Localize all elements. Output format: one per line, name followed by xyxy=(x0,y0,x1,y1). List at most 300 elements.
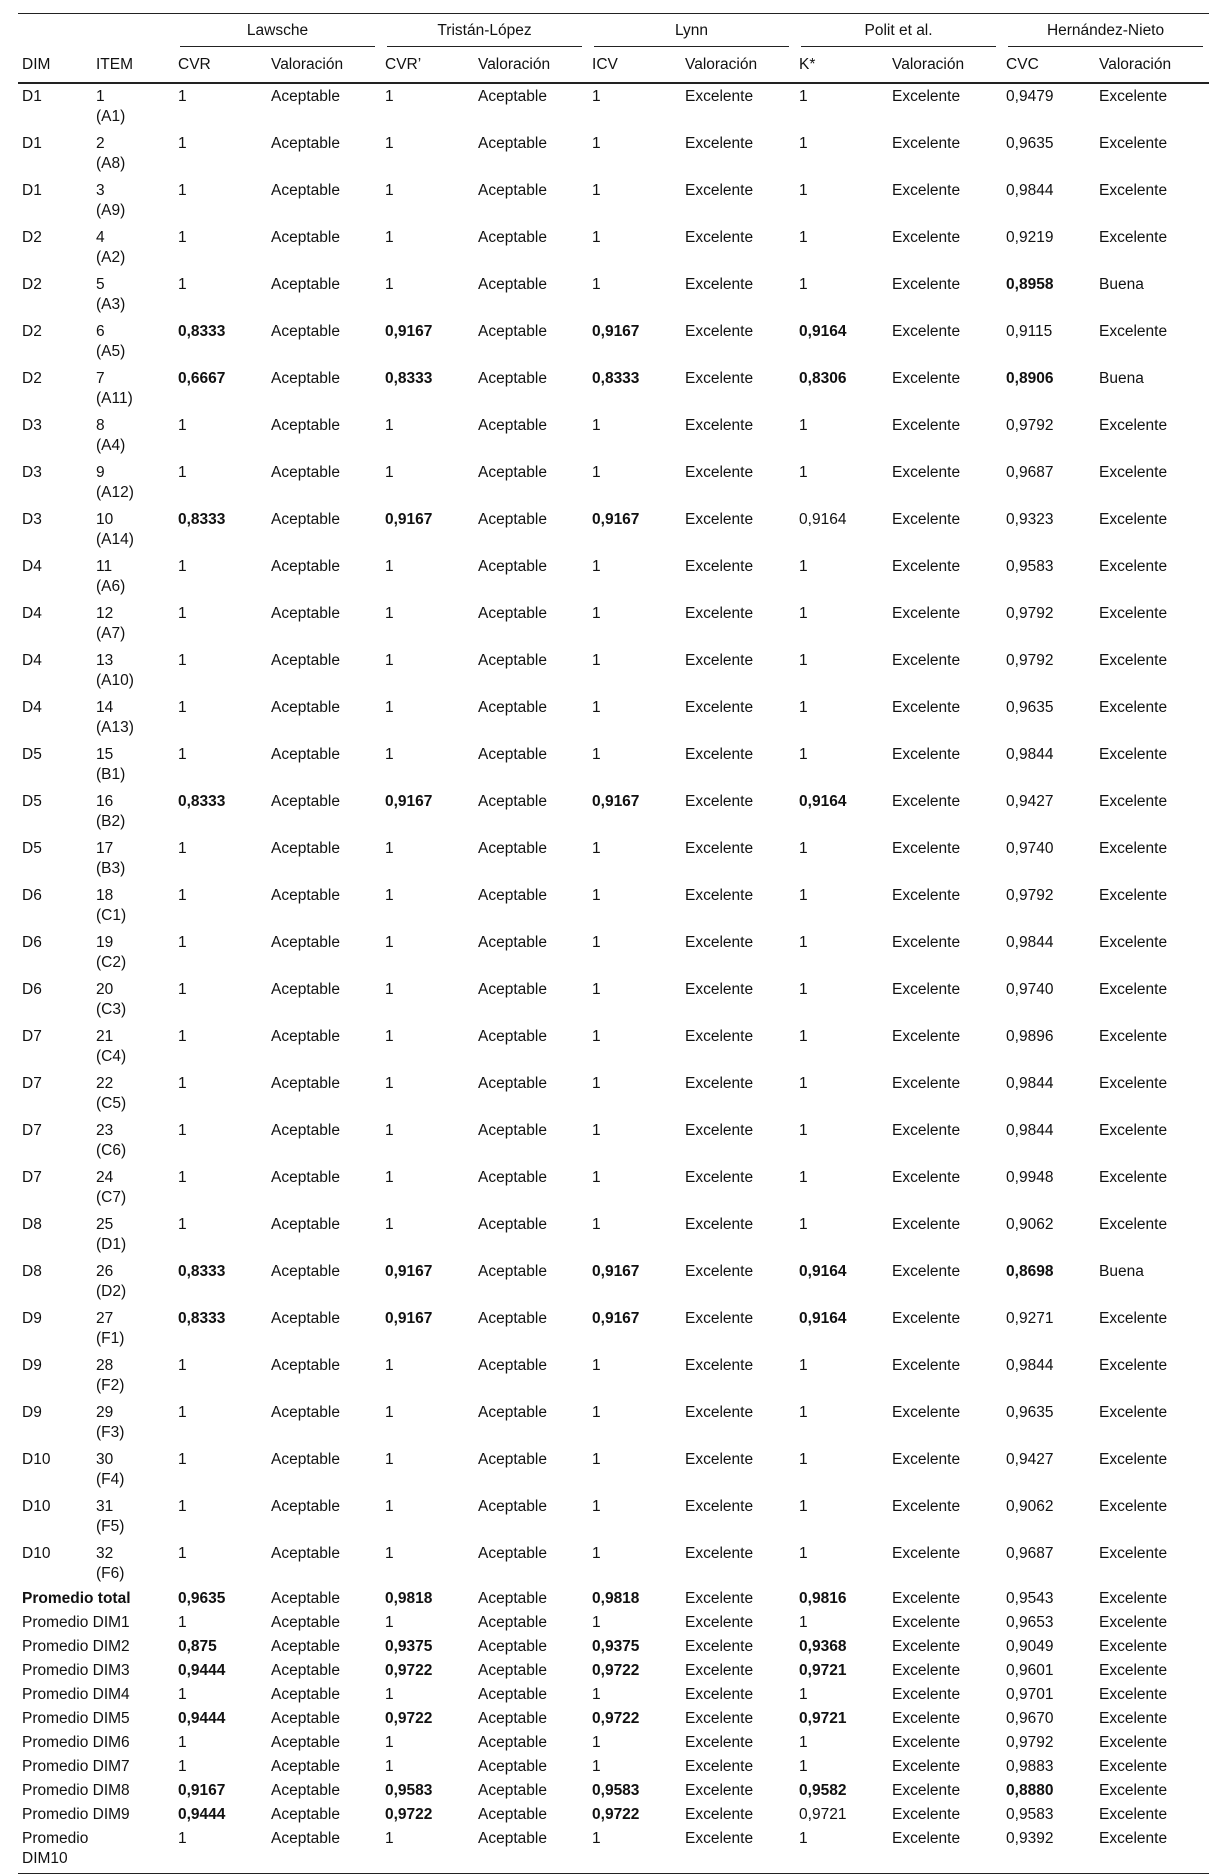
icv-rating-cell: Excelente xyxy=(685,1686,754,1703)
cvc-value-cell: 0,9219 xyxy=(1006,229,1054,246)
table-row xyxy=(18,225,1209,272)
cvrp-rating-cell: Aceptable xyxy=(478,1758,547,1775)
item-code: (A5) xyxy=(96,343,126,360)
cvc-value-cell: 0,9792 xyxy=(1006,1734,1054,1751)
item-number: 27 xyxy=(96,1310,114,1327)
table-row xyxy=(18,601,1209,648)
icv-value-cell: 0,9167 xyxy=(592,1263,640,1280)
cvrp-rating-cell: Aceptable xyxy=(478,88,547,105)
dim-cell: D5 xyxy=(22,746,42,763)
k-rating-cell: Excelente xyxy=(892,1404,961,1421)
icv-rating-cell: Excelente xyxy=(685,1590,754,1607)
item-number: 31 xyxy=(96,1498,114,1515)
k-rating-cell: Excelente xyxy=(892,1734,961,1751)
item-number: 9 xyxy=(96,464,105,481)
dim-cell: D1 xyxy=(22,88,42,105)
cvrp-rating-cell: Aceptable xyxy=(478,981,547,998)
icv-value-cell: 0,9583 xyxy=(592,1782,640,1799)
table-row xyxy=(18,1447,1209,1494)
icv-value-cell: 1 xyxy=(592,746,601,763)
item-cell xyxy=(92,1494,174,1541)
table-row xyxy=(18,977,1209,1024)
item-code: (A4) xyxy=(96,437,126,454)
cvr-value-cell: 0,8333 xyxy=(178,793,226,810)
average-label-cell: Promedio DIM5 xyxy=(22,1710,130,1727)
k-rating-cell: Excelente xyxy=(888,1828,1002,1874)
cvrp-value-cell: 0,9167 xyxy=(385,1310,433,1327)
cvr-rating-cell: Aceptable xyxy=(271,323,340,340)
cvr-value-cell: 0,875 xyxy=(178,1638,217,1655)
average-row xyxy=(18,1708,1209,1732)
cvr-rating-cell: Aceptable xyxy=(271,1310,340,1327)
item-code: (C3) xyxy=(96,1001,127,1018)
average-label-cell: Promedio DIM1 xyxy=(22,1614,130,1631)
k-value-cell: 1 xyxy=(799,88,808,105)
k-rating-cell: Excelente xyxy=(892,229,961,246)
icv-rating-cell: Excelente xyxy=(685,1498,754,1515)
cvr-value-cell: 0,8333 xyxy=(178,511,226,528)
cvr-value-cell: 1 xyxy=(178,135,187,152)
cvrp-rating-cell: Aceptable xyxy=(478,1638,547,1655)
k-value-cell: 1 xyxy=(799,1545,808,1562)
k-value-cell: 0,9164 xyxy=(799,323,847,340)
icv-rating-cell: Excelente xyxy=(685,1662,754,1679)
cvc-value-cell: 0,8958 xyxy=(1006,276,1054,293)
cvr-rating-cell: Aceptable xyxy=(271,182,340,199)
col-header-cvr-prime: CVR’ xyxy=(381,46,474,83)
icv-rating-cell: Excelente xyxy=(685,1614,754,1631)
cvr-value-cell: 1 xyxy=(178,887,187,904)
column-header-row xyxy=(18,46,1209,83)
cvr-rating-cell: Aceptable xyxy=(271,1734,340,1751)
cvr-rating-cell: Aceptable xyxy=(271,1075,340,1092)
cvr-value-cell: 1 xyxy=(178,981,187,998)
item-number: 4 xyxy=(96,229,105,246)
table-row xyxy=(18,1165,1209,1212)
item-number: 11 xyxy=(96,558,113,575)
cvr-rating-cell: Aceptable xyxy=(271,1710,340,1727)
cvr-value-cell: 0,9167 xyxy=(178,1782,226,1799)
cvr-rating-cell: Aceptable xyxy=(271,1686,340,1703)
dim-cell: D8 xyxy=(22,1263,42,1280)
cvc-rating-cell: Excelente xyxy=(1099,1075,1168,1092)
k-value-cell: 1 xyxy=(799,1758,808,1775)
cvr-rating-cell: Aceptable xyxy=(271,1590,340,1607)
cvrp-value-cell: 0,9818 xyxy=(385,1590,433,1607)
k-value-cell: 0,9368 xyxy=(799,1638,847,1655)
k-rating-cell: Excelente xyxy=(892,840,961,857)
cvr-rating-cell: Aceptable xyxy=(271,746,340,763)
cvr-value-cell: 0,6667 xyxy=(178,370,226,387)
item-cell xyxy=(92,648,174,695)
cvrp-rating-cell: Aceptable xyxy=(478,1545,547,1562)
icv-rating-cell: Excelente xyxy=(685,88,754,105)
item-cell xyxy=(92,460,174,507)
group-tristan-lopez xyxy=(381,14,588,47)
cvc-value-cell: 0,9844 xyxy=(1006,1357,1054,1374)
k-value-cell: 0,9582 xyxy=(799,1782,847,1799)
k-rating-cell: Excelente xyxy=(892,182,961,199)
average-row xyxy=(18,1684,1209,1708)
cvc-value-cell: 0,9271 xyxy=(1006,1310,1054,1327)
item-cell xyxy=(92,1165,174,1212)
icv-value-cell: 1 xyxy=(592,1758,601,1775)
k-value-cell: 1 xyxy=(799,1028,808,1045)
icv-value-cell: 1 xyxy=(592,1122,601,1139)
cvrp-rating-cell: Aceptable xyxy=(478,1263,547,1280)
item-cell xyxy=(92,178,174,225)
k-rating-cell: Excelente xyxy=(892,1075,961,1092)
icv-value-cell: 0,9818 xyxy=(592,1590,640,1607)
item-cell xyxy=(92,272,174,319)
item-number: 29 xyxy=(96,1404,114,1421)
cvr-value-cell: 0,8333 xyxy=(178,1263,226,1280)
group-polit-label: Polit et al. xyxy=(801,22,996,47)
cvrp-value-cell: 1 xyxy=(381,1828,474,1874)
cvr-rating-cell: Aceptable xyxy=(271,981,340,998)
icv-rating-cell: Excelente xyxy=(685,417,754,434)
cvrp-value-cell: 1 xyxy=(385,1451,394,1468)
item-cell xyxy=(92,366,174,413)
icv-value-cell: 0,9375 xyxy=(592,1638,640,1655)
icv-rating-cell: Excelente xyxy=(685,1310,754,1327)
k-value-cell: 1 xyxy=(799,699,808,716)
cvc-rating-cell: Excelente xyxy=(1099,1357,1168,1374)
cvr-rating-cell: Aceptable xyxy=(271,1357,340,1374)
icv-value-cell: 1 xyxy=(592,840,601,857)
cvc-rating-cell: Excelente xyxy=(1099,699,1168,716)
col-header-k-valoracion: Valoración xyxy=(888,46,1002,83)
table-row xyxy=(18,178,1209,225)
cvrp-value-cell: 1 xyxy=(385,1614,394,1631)
table-row xyxy=(18,1353,1209,1400)
cvr-value-cell: 1 xyxy=(178,1028,187,1045)
cvrp-value-cell: 1 xyxy=(385,1169,394,1186)
item-cell xyxy=(92,1024,174,1071)
icv-value-cell: 0,8333 xyxy=(592,370,640,387)
dim-cell: D2 xyxy=(22,370,42,387)
cvr-value-cell: 1 xyxy=(178,1614,187,1631)
cvrp-value-cell: 0,9167 xyxy=(385,323,433,340)
k-rating-cell: Excelente xyxy=(892,1662,961,1679)
k-value-cell: 0,9164 xyxy=(799,1263,847,1280)
cvr-rating-cell: Aceptable xyxy=(271,840,340,857)
cvc-rating-cell: Excelente xyxy=(1099,1662,1168,1679)
icv-rating-cell: Excelente xyxy=(685,511,754,528)
cvc-rating-cell: Excelente xyxy=(1099,464,1168,481)
group-lawsche-label: Lawsche xyxy=(180,22,375,47)
icv-rating-cell: Excelente xyxy=(685,793,754,810)
icv-rating-cell: Excelente xyxy=(685,229,754,246)
item-code: (C6) xyxy=(96,1142,127,1159)
item-code: (A3) xyxy=(96,296,126,313)
dim-cell: D4 xyxy=(22,558,42,575)
k-value-cell: 1 xyxy=(799,887,808,904)
dim-cell: D3 xyxy=(22,511,42,528)
cvrp-rating-cell: Aceptable xyxy=(478,1782,547,1799)
item-cell xyxy=(92,1447,174,1494)
dim-cell: D3 xyxy=(22,417,42,434)
item-code: (A6) xyxy=(96,578,126,595)
header-spacer xyxy=(18,14,174,47)
item-cell xyxy=(92,1541,174,1588)
item-code: (C7) xyxy=(96,1189,127,1206)
cvc-value-cell: 0,9844 xyxy=(1006,1122,1054,1139)
icv-value-cell: 1 xyxy=(592,1734,601,1751)
icv-rating-cell: Excelente xyxy=(685,840,754,857)
cvrp-value-cell: 1 xyxy=(385,1028,394,1045)
item-code: (A1) xyxy=(96,108,126,125)
cvrp-rating-cell: Aceptable xyxy=(478,1590,547,1607)
cvc-rating-cell: Excelente xyxy=(1099,135,1168,152)
cvrp-value-cell: 0,9167 xyxy=(385,1263,433,1280)
icv-value-cell: 1 xyxy=(592,464,601,481)
cvr-rating-cell: Aceptable xyxy=(271,793,340,810)
cvc-rating-cell: Excelente xyxy=(1099,1545,1168,1562)
item-code: (B1) xyxy=(96,766,126,783)
dim-cell: D10 xyxy=(22,1451,51,1468)
item-number: 16 xyxy=(96,793,114,810)
cvc-value-cell: 0,9883 xyxy=(1006,1758,1054,1775)
table-row xyxy=(18,1494,1209,1541)
item-number: 12 xyxy=(96,605,114,622)
dim-cell: D2 xyxy=(22,229,42,246)
cvrp-rating-cell: Aceptable xyxy=(478,464,547,481)
k-rating-cell: Excelente xyxy=(892,1498,961,1515)
k-rating-cell: Excelente xyxy=(892,276,961,293)
item-code: (A11) xyxy=(96,390,133,407)
cvc-value-cell: 0,9427 xyxy=(1006,793,1054,810)
cvrp-rating-cell: Aceptable xyxy=(478,511,547,528)
k-value-cell: 1 xyxy=(799,1075,808,1092)
cvc-rating-cell: Excelente xyxy=(1099,887,1168,904)
cvc-value-cell: 0,9740 xyxy=(1006,981,1054,998)
k-value-cell: 1 xyxy=(795,1828,888,1874)
dim-cell: D7 xyxy=(22,1028,42,1045)
cvc-value-cell: 0,9543 xyxy=(1006,1590,1054,1607)
k-rating-cell: Excelente xyxy=(892,323,961,340)
table-row xyxy=(18,131,1209,178)
item-cell xyxy=(92,742,174,789)
validity-table-container xyxy=(18,13,1213,1874)
icv-rating-cell: Excelente xyxy=(685,1028,754,1045)
col-header-cvc-valoracion: Valoración xyxy=(1095,46,1209,83)
dim-cell: D4 xyxy=(22,652,42,669)
cvr-rating-cell: Aceptable xyxy=(271,417,340,434)
cvc-rating-cell: Excelente xyxy=(1099,1216,1168,1233)
k-rating-cell: Excelente xyxy=(892,370,961,387)
cvrp-value-cell: 1 xyxy=(385,652,394,669)
item-number: 22 xyxy=(96,1075,114,1092)
cvr-rating-cell: Aceptable xyxy=(271,1263,340,1280)
group-polit xyxy=(795,14,1002,47)
icv-rating-cell: Excelente xyxy=(685,1169,754,1186)
cvc-value-cell: 0,9687 xyxy=(1006,1545,1054,1562)
cvc-value-cell: 0,9792 xyxy=(1006,887,1054,904)
cvr-rating-cell: Aceptable xyxy=(271,699,340,716)
cvc-rating-cell: Excelente xyxy=(1099,652,1168,669)
k-rating-cell: Excelente xyxy=(892,981,961,998)
cvr-rating-cell: Aceptable xyxy=(271,1758,340,1775)
cvr-rating-cell: Aceptable xyxy=(271,511,340,528)
cvr-value-cell: 0,8333 xyxy=(178,323,226,340)
dim-cell: D2 xyxy=(22,323,42,340)
cvc-value-cell: 0,9583 xyxy=(1006,1806,1054,1823)
table-row xyxy=(18,1118,1209,1165)
item-number: 3 xyxy=(96,182,105,199)
item-number: 10 xyxy=(96,511,114,528)
cvc-value-cell: 0,9062 xyxy=(1006,1498,1054,1515)
cvr-rating-cell: Aceptable xyxy=(271,1028,340,1045)
cvrp-value-cell: 1 xyxy=(385,1122,394,1139)
icv-value-cell: 1 xyxy=(592,652,601,669)
cvrp-value-cell: 0,8333 xyxy=(385,370,433,387)
cvc-rating-cell: Excelente xyxy=(1099,511,1168,528)
group-lynn xyxy=(588,14,795,47)
dim-cell: D6 xyxy=(22,934,42,951)
average-row xyxy=(18,1612,1209,1636)
table-row xyxy=(18,1071,1209,1118)
cvrp-value-cell: 1 xyxy=(385,1734,394,1751)
table-row xyxy=(18,554,1209,601)
table-row xyxy=(18,272,1209,319)
dim-cell: D2 xyxy=(22,276,42,293)
k-rating-cell: Excelente xyxy=(892,1545,961,1562)
k-rating-cell: Excelente xyxy=(892,746,961,763)
item-cell xyxy=(92,1118,174,1165)
cvrp-value-cell: 1 xyxy=(385,887,394,904)
icv-rating-cell: Excelente xyxy=(685,1357,754,1374)
k-rating-cell: Excelente xyxy=(892,605,961,622)
group-tristan-lopez-label: Tristán-López xyxy=(387,22,582,47)
k-rating-cell: Excelente xyxy=(892,1122,961,1139)
icv-rating-cell: Excelente xyxy=(685,370,754,387)
icv-value-cell: 1 xyxy=(592,1614,601,1631)
icv-rating-cell: Excelente xyxy=(685,1122,754,1139)
average-label-cell: Promedio DIM4 xyxy=(22,1686,130,1703)
k-rating-cell: Excelente xyxy=(892,887,961,904)
icv-rating-cell: Excelente xyxy=(685,1638,754,1655)
cvrp-rating-cell: Aceptable xyxy=(478,135,547,152)
cvc-value-cell: 0,9635 xyxy=(1006,1404,1054,1421)
item-number: 15 xyxy=(96,746,114,763)
item-number: 24 xyxy=(96,1169,114,1186)
cvr-rating-cell: Aceptable xyxy=(271,1782,340,1799)
k-rating-cell: Excelente xyxy=(892,1216,961,1233)
icv-value-cell: 1 xyxy=(592,699,601,716)
cvr-value-cell: 0,9444 xyxy=(178,1662,226,1679)
cvc-rating-cell: Excelente xyxy=(1099,1404,1168,1421)
icv-value-cell: 1 xyxy=(592,417,601,434)
cvr-value-cell: 0,9635 xyxy=(178,1590,226,1607)
average-row xyxy=(18,1780,1209,1804)
item-cell xyxy=(92,1400,174,1447)
cvr-value-cell: 0,9444 xyxy=(178,1710,226,1727)
cvc-value-cell: 0,9427 xyxy=(1006,1451,1054,1468)
cvr-value-cell: 0,8333 xyxy=(178,1310,226,1327)
cvrp-value-cell: 0,9167 xyxy=(385,511,433,528)
item-cell xyxy=(92,83,174,131)
icv-value-cell: 0,9167 xyxy=(592,511,640,528)
cvc-value-cell: 0,9740 xyxy=(1006,840,1054,857)
k-value-cell: 1 xyxy=(799,558,808,575)
k-value-cell: 1 xyxy=(799,464,808,481)
cvc-rating-cell: Excelente xyxy=(1099,934,1168,951)
average-label-cell: Promedio DIM3 xyxy=(22,1662,130,1679)
k-value-cell: 0,9164 xyxy=(799,1310,847,1327)
item-cell xyxy=(92,131,174,178)
cvrp-rating-cell: Aceptable xyxy=(478,605,547,622)
dim-cell: D7 xyxy=(22,1122,42,1139)
item-number: 19 xyxy=(96,934,114,951)
item-code: (C1) xyxy=(96,907,127,924)
table-row xyxy=(18,836,1209,883)
cvc-rating-cell: Excelente xyxy=(1099,1451,1168,1468)
cvr-value-cell: 1 xyxy=(178,1686,187,1703)
icv-value-cell: 1 xyxy=(592,1686,601,1703)
k-rating-cell: Excelente xyxy=(892,1638,961,1655)
average-label-cell: Promedio DIM10 xyxy=(18,1828,174,1874)
cvc-rating-cell: Excelente xyxy=(1099,1638,1168,1655)
item-cell xyxy=(92,554,174,601)
dim-cell: D5 xyxy=(22,793,42,810)
cvrp-value-cell: 1 xyxy=(385,840,394,857)
cvc-rating-cell: Excelente xyxy=(1099,1028,1168,1045)
cvrp-value-cell: 1 xyxy=(385,182,394,199)
cvrp-rating-cell: Aceptable xyxy=(478,1122,547,1139)
item-number: 28 xyxy=(96,1357,114,1374)
dim-cell: D7 xyxy=(22,1075,42,1092)
item-number: 18 xyxy=(96,887,114,904)
cvrp-rating-cell: Aceptable xyxy=(478,1169,547,1186)
cvrp-value-cell: 1 xyxy=(385,746,394,763)
item-number: 2 xyxy=(96,135,105,152)
cvc-value-cell: 0,9844 xyxy=(1006,934,1054,951)
icv-rating-cell: Excelente xyxy=(685,1075,754,1092)
cvr-value-cell: 1 xyxy=(178,1357,187,1374)
group-hernandez-nieto xyxy=(1002,14,1209,47)
cvrp-value-cell: 1 xyxy=(385,1686,394,1703)
cvc-rating-cell: Excelente xyxy=(1099,1734,1168,1751)
k-value-cell: 1 xyxy=(799,1169,808,1186)
table-row xyxy=(18,1259,1209,1306)
cvr-rating-cell: Aceptable xyxy=(271,652,340,669)
item-number: 21 xyxy=(96,1028,114,1045)
icv-value-cell: 1 xyxy=(592,1169,601,1186)
cvr-value-cell: 1 xyxy=(178,699,187,716)
icv-rating-cell: Excelente xyxy=(685,1758,754,1775)
cvc-rating-cell: Excelente xyxy=(1099,746,1168,763)
item-cell xyxy=(92,1071,174,1118)
cvc-rating-cell: Excelente xyxy=(1095,1828,1209,1874)
cvc-rating-cell: Excelente xyxy=(1099,1686,1168,1703)
item-code: (D2) xyxy=(96,1283,127,1300)
icv-rating-cell: Excelente xyxy=(685,1545,754,1562)
cvc-rating-cell: Excelente xyxy=(1099,1310,1168,1327)
cvr-value-cell: 1 xyxy=(174,1828,267,1874)
k-value-cell: 0,8306 xyxy=(799,370,847,387)
table-row xyxy=(18,319,1209,366)
k-rating-cell: Excelente xyxy=(892,1590,961,1607)
icv-rating-cell: Excelente xyxy=(685,934,754,951)
cvc-value-cell: 0,9792 xyxy=(1006,417,1054,434)
k-value-cell: 1 xyxy=(799,746,808,763)
cvc-rating-cell: Excelente xyxy=(1099,1614,1168,1631)
cvrp-rating-cell: Aceptable xyxy=(478,1614,547,1631)
cvc-value-cell: 0,9948 xyxy=(1006,1169,1054,1186)
k-rating-cell: Excelente xyxy=(892,1710,961,1727)
k-rating-cell: Excelente xyxy=(892,1357,961,1374)
